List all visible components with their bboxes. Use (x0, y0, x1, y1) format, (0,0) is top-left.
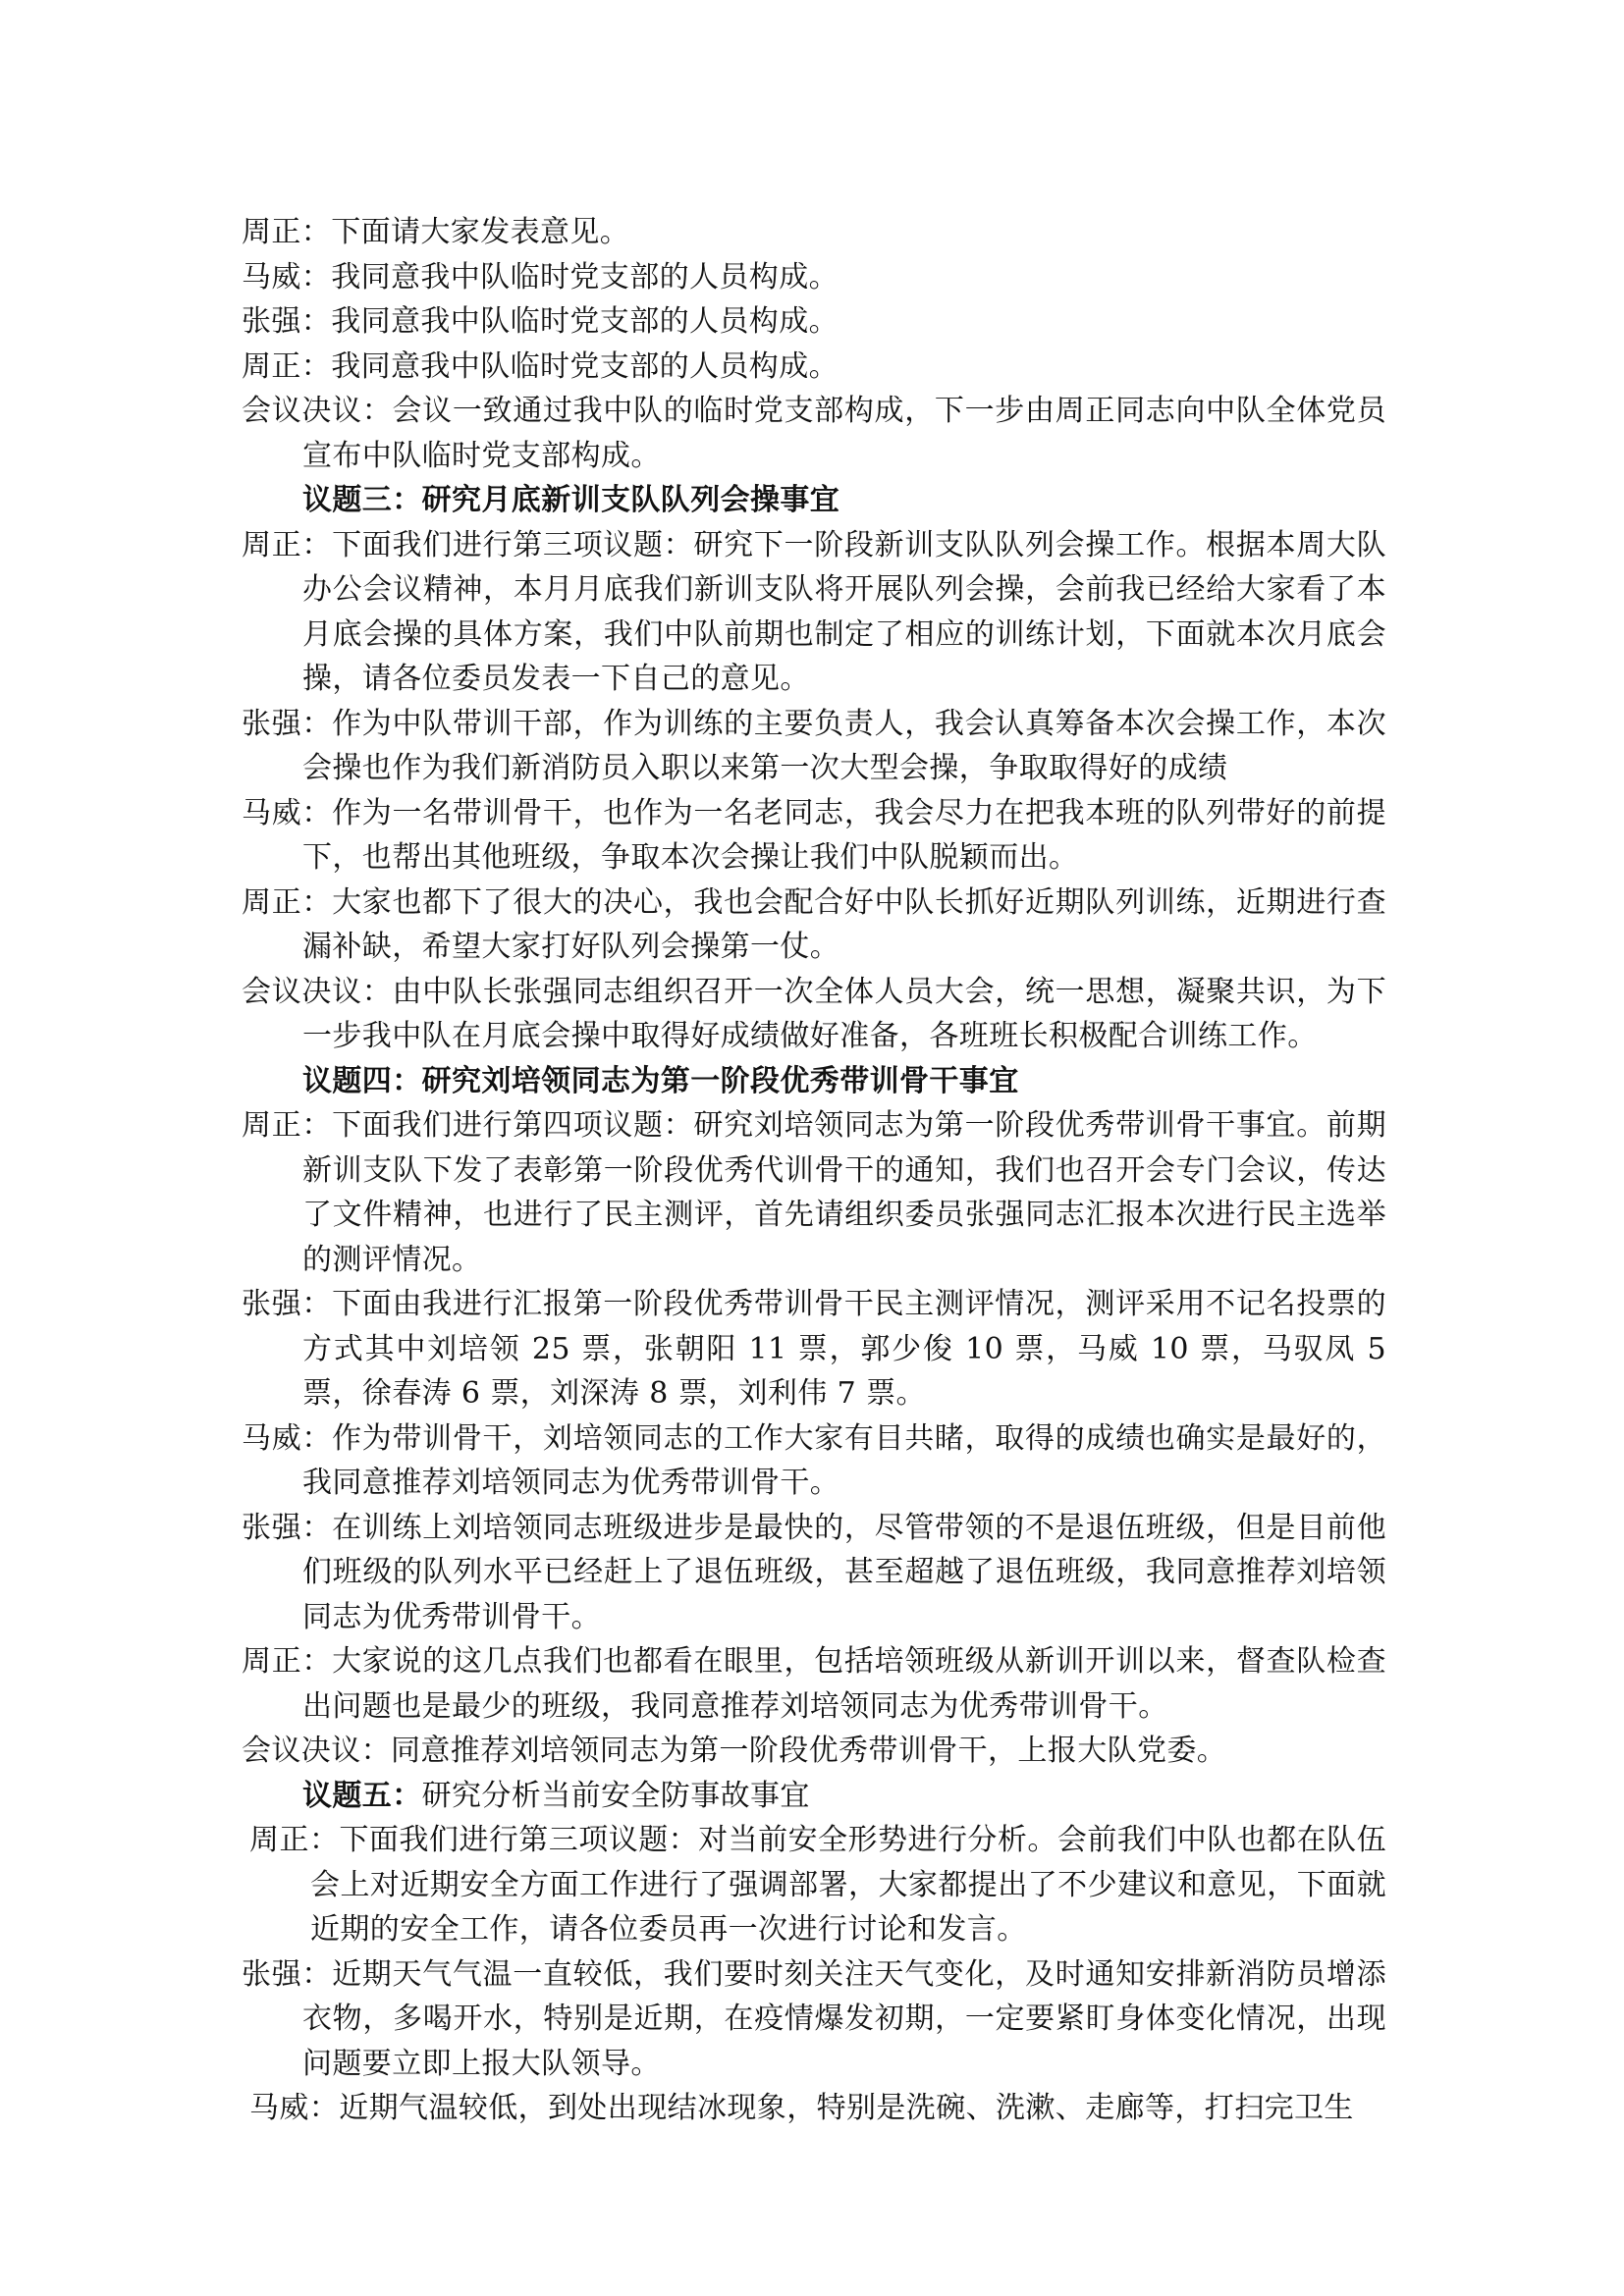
speaker-name: 张强： (242, 706, 333, 741)
paragraph-text: 会议一致通过我中队的临时党支部构成，下一步由周正同志向中队全体党员宣布中队临时党支部构成。 (302, 394, 1387, 473)
paragraph (242, 1282, 1386, 1416)
agenda-heading-5 (242, 1774, 1386, 1819)
paragraph (242, 2086, 1386, 2131)
paragraph-text: 大家说的这几点我们也都看在眼里，包括培领班级从新训开训以来，督查队检查出问题也是最少的班级，我同意推荐刘培领同志为优秀带训骨干。 (302, 1644, 1386, 1724)
paragraph (242, 1416, 1386, 1506)
speaker-name: 会议决议： (242, 394, 393, 428)
paragraph (242, 1639, 1386, 1729)
paragraph (242, 791, 1386, 881)
speaker-name: 周正： (242, 215, 332, 249)
resolution-paragraph (242, 970, 1386, 1059)
speaker-name: 张强： (242, 1956, 333, 1992)
paragraph-text: 我同意我中队临时党支部的人员构成。 (331, 259, 839, 294)
speaker-name: 周正： (249, 1823, 340, 1857)
paragraph (242, 1103, 1386, 1282)
paragraph (242, 210, 1386, 255)
paragraph-text: 近期气温较低，到处出现结冰现象，特别是洗碗、洗漱、走廊等，打扫完卫生 (339, 2091, 1354, 2125)
paragraph-text: 我同意我中队临时党支部的人员构成。 (331, 348, 839, 384)
paragraph-text: 下面我们进行第三项议题：研究下一阶段新训支队队列会操工作。根据本周大队办公会议精神，本月月底我们新训支队将开展队列会操，会前我已经给大家看了本月底会操的具体方案，我们中队前期也制定了相应的训练计划，下面就本次月底会操，请各位委员发表一下自己的意见。 (302, 527, 1386, 696)
paragraph-text: 作为带训骨干，刘培领同志的工作大家有目共睹，取得的成绩也确实是最好的，我同意推荐刘培领同志为优秀带训骨干。 (302, 1420, 1386, 1500)
speaker-name: 会议决议： (242, 1734, 391, 1768)
paragraph-text: 作为中队带训干部，作为训练的主要负责人，我会认真筹备本次会操工作，本次会操也作为我们新消防员入职以来第一次大型会操，争取取得好的成绩 (302, 706, 1386, 785)
speaker-name: 张强： (242, 1287, 333, 1321)
agenda-heading-3: 议题三：研究月底新训支队队列会操事宜 (302, 483, 840, 517)
speaker-name: 张强： (242, 1510, 333, 1545)
paragraph (242, 1818, 1386, 1952)
speaker-name: 马威： (242, 1420, 333, 1456)
paragraph (242, 255, 1386, 300)
paragraph-text: 作为一名带训骨干，也作为一名老同志，我会尽力在把我本班的队列带好的前提下，也帮出其他班级，争取本次会操让我们中队脱颖而出。 (302, 795, 1386, 875)
paragraph-text: 大家也都下了很大的决心，我也会配合好中队长抓好近期队列训练，近期进行查漏补缺，希望大家打好队列会操第一仗。 (302, 884, 1386, 964)
agenda-heading-4: 议题四：研究刘培领同志为第一阶段优秀带训骨干事宜 (302, 1063, 1019, 1098)
speaker-name: 会议决议： (242, 974, 393, 1009)
document-page (242, 210, 1386, 2131)
paragraph-text: 下面由我进行汇报第一阶段优秀带训骨干民主测评情况，测评采用不记名投票的方式其中刘培领 25 票，张朝阳 11 票，郭少俊 10 票，马威 10 票，马驭凤 5 票，徐春涛 6 票，刘深涛 8 票，刘利伟 7 票。 (302, 1287, 1386, 1411)
speaker-name: 周正： (242, 348, 332, 384)
resolution-paragraph (242, 389, 1386, 478)
paragraph (242, 345, 1386, 390)
paragraph (242, 523, 1386, 702)
paragraph (242, 299, 1386, 345)
resolution-paragraph (242, 1729, 1386, 1774)
paragraph-text: 同意推荐刘培领同志为第一阶段优秀带训骨干，上报大队党委。 (391, 1734, 1227, 1768)
speaker-name: 周正： (242, 527, 333, 562)
speaker-name: 周正： (242, 884, 333, 920)
paragraph-text: 下面我们进行第三项议题：对当前安全形势进行分析。会前我们中队也都在队伍会上对近期安全方面工作进行了强调部署，大家都提出了不少建议和意见，下面就近期的安全工作，请各位委员再一次进行讨论和发言。 (310, 1823, 1387, 1947)
speaker-name: 周正： (242, 1108, 333, 1143)
paragraph-text: 近期天气气温一直较低，我们要时刻关注天气变化，及时通知安排新消防员增添衣物，多喝开水，特别是近期，在疫情爆发初期，一定要紧盯身体变化情况，出现问题要立即上报大队领导。 (302, 1956, 1386, 2081)
paragraph-text: 由中队长张强同志组织召开一次全体人员大会，统一思想，凝聚共识，为下一步我中队在月底会操中取得好成绩做好准备，各班班长积极配合训练工作。 (302, 974, 1387, 1053)
paragraph-text: 在训练上刘培领同志班级进步是最快的，尽管带领的不是退伍班级，但是目前他们班级的队列水平已经赶上了退伍班级，甚至超越了退伍班级，我同意推荐刘培领同志为优秀带训骨干。 (302, 1510, 1386, 1634)
speaker-name: 马威： (249, 2091, 340, 2125)
speaker-name: 马威： (242, 795, 333, 830)
agenda-label: 议题五： (302, 1778, 422, 1813)
paragraph (242, 881, 1386, 970)
speaker-name: 张强： (242, 304, 332, 339)
agenda-title: 研究分析当前安全防事故事宜 (421, 1778, 810, 1813)
paragraph-text: 下面我们进行第四项议题：研究刘培领同志为第一阶段优秀带训骨干事宜。前期新训支队下发了表彰第一阶段优秀代训骨干的通知，我们也召开会专门会议，传达了文件精神，也进行了民主测评，首先请组织委员张强同志汇报本次进行民主选举的测评情况。 (302, 1108, 1386, 1277)
paragraph (242, 702, 1386, 791)
paragraph-text: 下面请大家发表意见。 (331, 215, 630, 249)
speaker-name: 周正： (242, 1644, 333, 1679)
paragraph-text: 我同意我中队临时党支部的人员构成。 (331, 304, 839, 339)
paragraph (242, 1952, 1386, 2087)
paragraph (242, 1506, 1386, 1640)
speaker-name: 马威： (242, 259, 332, 294)
